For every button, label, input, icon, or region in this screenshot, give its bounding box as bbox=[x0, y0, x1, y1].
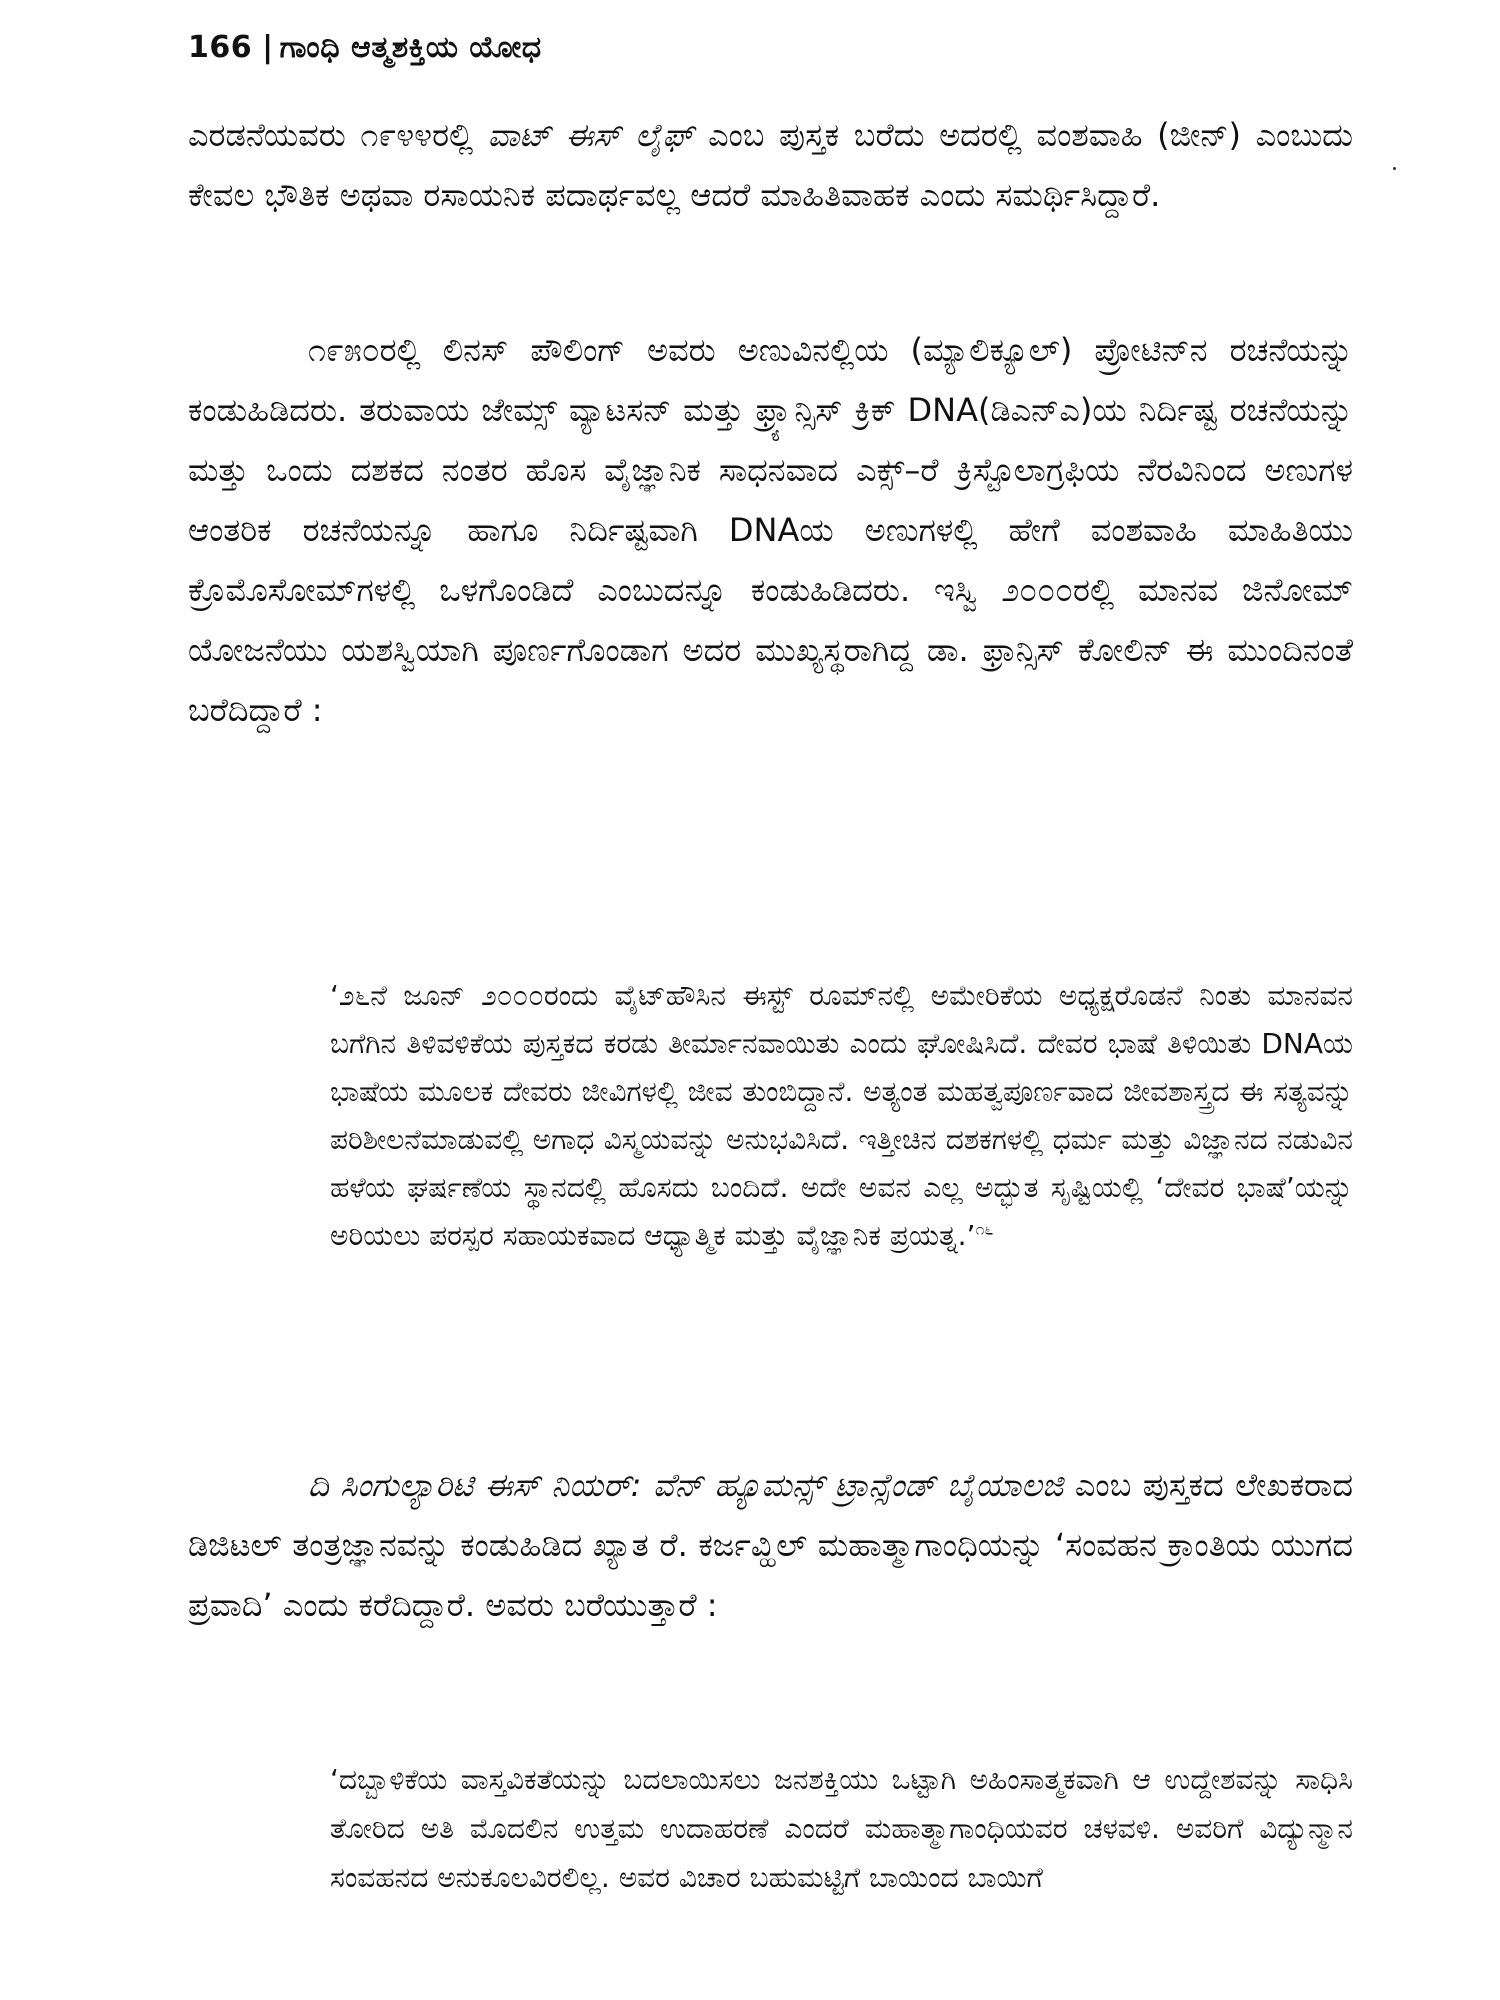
running-header bbox=[188, 30, 542, 65]
footnote-marker: ೧೬ bbox=[975, 1219, 994, 1239]
quote-1-text: ‘೨೬ನೆ ಜೂನ್ ೨೦೦೦ರಂದು ವೈಟ್‌ಹೌಸಿನ ಈಸ್ಟ್ ರೂಮ್‌ನಲ್ಲಿ ಅಮೇರಿಕೆಯ ಅಧ್ಯಕ್ಷರೊಡನೆ ನಿಂತು ಮಾನವನ ಬಗೆಗಿನ ತಿಳಿವಳಿಕೆಯ ಪುಸ್ತಕದ ಕರಡು ತೀರ್ಮಾನವಾಯಿತು ಎಂದು ಘೋಷಿಸಿದೆ. ದೇವರ ಭಾಷೆ ತಿಳಿಯಿತು DNAಯ ಭಾಷೆಯ ಮೂಲಕ ದೇವರು ಜೀವಿಗಳಲ್ಲಿ ಜೀವ ತುಂಬಿದ್ದಾನೆ. ಅತ್ಯಂತ ಮಹತ್ವಪೂರ್ಣವಾದ ಜೀವಶಾಸ್ತ್ರದ ಈ ಸತ್ಯವನ್ನು ಪರಿಶೀಲನೆಮಾಡುವಲ್ಲಿ ಅಗಾಧ ವಿಸ್ಮಯವನ್ನು ಅನುಭವಿಸಿದೆ. ಇತ್ತೀಚಿನ ದಶಕಗಳಲ್ಲಿ ಧರ್ಮ ಮತ್ತು ವಿಜ್ಞಾನದ ನಡುವಿನ ಹಳೆಯ ಘರ್ಷಣೆಯ ಸ್ಥಾನದಲ್ಲಿ ಹೊಸದು ಬಂದಿದೆ. ಅದೇ ಅವನ ಎಲ್ಲ ಅದ್ಭುತ ಸೃಷ್ಟಿಯಲ್ಲಿ ‘ದೇವರ ಭಾಷೆ’ಯನ್ನು ಅರಿಯಲು ಪರಸ್ಪರ ಸಹಾಯಕವಾದ ಆಧ್ಯಾತ್ಮಿಕ ಮತ್ತು ವೈಜ್ಞಾನಿಕ ಪ್ರಯತ್ನ.’ bbox=[330, 979, 1353, 1252]
paragraph-3-rest: ಎಂಬ ಪುಸ್ತಕದ ಲೇಖಕರಾದ ಡಿಜಿಟಲ್ ತಂತ್ರಜ್ಞಾನವನ್ನು ಕಂಡುಹಿಡಿದ ಖ್ಯಾತ ರೆ. ಕರ್ಜವ್ಹಿಲ್ ಮಹಾತ್ಮಾಗಾಂಧಿಯನ್ನು ‘ಸಂವಹನ ಕ್ರಾಂತಿಯ ಯುಗದ ಪ್ರವಾದಿ’ ಎಂದು ಕರೆದಿದ್ದಾರೆ. ಅವರು ಬರೆಯುತ್ತಾರೆ : bbox=[188, 1466, 1354, 1624]
page-number: 166 bbox=[188, 30, 253, 65]
margin-speck bbox=[1393, 167, 1396, 170]
paragraph-2: ೧೯೫೦ರಲ್ಲಿ ಲಿನಸ್ ಪೌಲಿಂಗ್ ಅವರು ಅಣುವಿನಲ್ಲಿಯ (ಮ್ಯಾಲಿಕ್ಯೂಲ್) ಪ್ರೋಟಿನ್‌ನ ರಚನೆಯನ್ನು ಕಂಡುಹಿಡಿದರು. ತರುವಾಯ ಜೇಮ್ಸ್ ವ್ಯಾಟಸನ್ ಮತ್ತು ಫ್ರ್ಯಾನ್ಸಿಸ್ ಕ್ರಿಕ್ DNA(ಡಿಎನ್‌ಎ)ಯ ನಿರ್ದಿಷ್ಟ ರಚನೆಯನ್ನು ಮತ್ತು ಒಂದು ದಶಕದ ನಂತರ ಹೊಸ ವೈಜ್ಞಾನಿಕ ಸಾಧನವಾದ ಎಕ್ಸ್–ರೆ ಕ್ರಿಸ್ಟೊಲಾಗ್ರಫಿಯ ನೆರವಿನಿಂದ ಅಣುಗಳ ಆಂತರಿಕ ರಚನೆಯನ್ನೂ ಹಾಗೂ ನಿರ್ದಿಷ್ಟವಾಗಿ DNAಯ ಅಣುಗಳಲ್ಲಿ ಹೇಗೆ ವಂಶವಾಹಿ ಮಾಹಿತಿಯು ಕ್ರೊಮೊಸೋಮ್‌ಗಳಲ್ಲಿ ಒಳಗೊಂಡಿದೆ ಎಂಬುದನ್ನೂ ಕಂಡುಹಿಡಿದರು. ಇಸ್ವಿ ೨೦೦೦ರಲ್ಲಿ ಮಾನವ ಜಿನೋಮ್ ಯೋಜನೆಯು ಯಶಸ್ವಿಯಾಗಿ ಪೂರ್ಣಗೊಂಡಾಗ ಅದರ ಮುಖ್ಯಸ್ಥರಾಗಿದ್ದ ಡಾ. ಫ್ರಾನ್ಸಿಸ್ ಕೋಲಿನ್ ಈ ಮುಂದಿನಂತೆ ಬರೆದಿದ್ದಾರೆ : bbox=[188, 331, 1353, 729]
paragraph-1-lead: ಎರಡನೆಯವರು ೧೯೪೪ರಲ್ಲಿ bbox=[188, 116, 488, 154]
header-separator: | bbox=[262, 30, 274, 65]
paragraph-1-rest: ಎಂಬ ಪುಸ್ತಕ ಬರೆದು ಅದರಲ್ಲಿ ವಂಶವಾಹಿ (ಜೀನ್) ಎಂಬುದು ಕೇವಲ ಭೌತಿಕ ಅಥವಾ ರಸಾಯನಿಕ ಪದಾರ್ಥವಲ್ಲ ಆದರೆ ಮಾಹಿತಿವಾಹಕ ಎಂದು ಸಮರ್ಥಿಸಿದ್ದಾರೆ. bbox=[188, 116, 1354, 214]
block-quote-kurzweil: ‘ದಬ್ಬಾಳಿಕೆಯ ವಾಸ್ತವಿಕತೆಯನ್ನು ಬದಲಾಯಿಸಲು ಜನಶಕ್ತಿಯು ಒಟ್ಟಾಗಿ ಅಹಿಂಸಾತ್ಮಕವಾಗಿ ಆ ಉದ್ದೇಶವನ್ನು ಸಾಧಿಸಿ ತೋರಿದ ಅತಿ ಮೊದಲಿನ ಉತ್ತಮ ಉದಾಹರಣೆ ಎಂದರೆ ಮಹಾತ್ಮಾಗಾಂಧಿಯವರ ಚಳವಳಿ. ಅವರಿಗೆ ವಿದ್ಯುನ್ಮಾನ ಸಂವಹನದ ಅನುಕೂಲವಿರಲಿಲ್ಲ. ಅವರ ವಿಚಾರ ಬಹುಮಟ್ಟಿಗೆ ಬಾಯಿಂದ ಬಾಯಿಗೆ bbox=[330, 1763, 1353, 1894]
book-title-singularity: ದಿ ಸಿಂಗುಲ್ಯಾರಿಟಿ ಈಸ್ ನಿಯರ್: ವೆನ್ ಹ್ಯೂಮನ್ಸ್ ಟ್ರಾನ್ಸೆಂಡ್ ಬೈಯಾಲಜಿ bbox=[308, 1466, 1064, 1504]
block-quote-collins bbox=[330, 972, 1353, 1260]
book-title-what-is-life: ವಾಟ್ ಈಸ್ ಲೈಫ್ bbox=[487, 116, 694, 154]
paragraph-1 bbox=[188, 105, 1353, 225]
book-title: ಗಾಂಧಿ ಆತ್ಮಶಕ್ತಿಯ ಯೋಧ bbox=[279, 30, 542, 65]
paragraph-3 bbox=[188, 1455, 1353, 1635]
